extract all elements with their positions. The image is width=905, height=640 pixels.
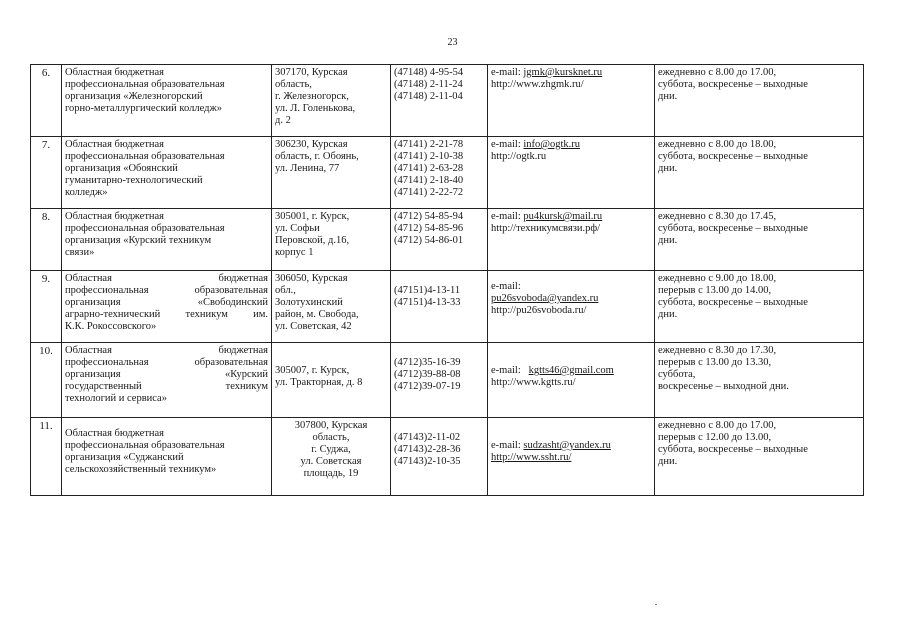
table-row bbox=[31, 418, 864, 496]
email-link[interactable]: info@ogtk.ru bbox=[523, 139, 580, 150]
hours-line: ежедневно с 8.00 до 17.00, bbox=[658, 420, 777, 431]
phone-number: (47141) 2-22-72 bbox=[394, 187, 464, 198]
site-link[interactable]: http://www.ssht.ru/ bbox=[491, 452, 572, 463]
page-number: 23 bbox=[447, 37, 458, 48]
organization-name bbox=[62, 343, 272, 418]
hours-line: перерыв с 12.00 до 13.00, bbox=[658, 432, 772, 443]
phone-number: (47148) 4-95-54 bbox=[394, 67, 464, 78]
org-line: профессиональная образовательная bbox=[65, 223, 225, 234]
phones bbox=[391, 418, 488, 496]
address-line: ул. Ленина, 77 bbox=[275, 163, 340, 174]
org-line: Областная бюджетная bbox=[65, 273, 268, 284]
address bbox=[272, 209, 391, 271]
phone-number: (47143)2-11-02 bbox=[394, 432, 461, 443]
org-line: гуманитарно-технологический bbox=[65, 175, 203, 186]
table-row bbox=[31, 65, 864, 137]
org-line: Областная бюджетная bbox=[65, 345, 268, 356]
site-link[interactable]: http://ogtk.ru bbox=[491, 151, 547, 162]
org-line: профессиональная образовательная bbox=[65, 285, 268, 296]
address-line: 307800, Курская bbox=[294, 420, 368, 431]
row-number: 11. bbox=[31, 418, 62, 496]
phone-number: (47141) 2-21-78 bbox=[394, 139, 464, 150]
org-line: профессиональная образовательная bbox=[65, 79, 225, 90]
address bbox=[272, 65, 391, 137]
org-line: колледж» bbox=[65, 187, 108, 198]
address-line: ул. Тракторная, д. 8 bbox=[275, 377, 363, 388]
address-line: область, г. Обоянь, bbox=[275, 151, 359, 162]
phones bbox=[391, 343, 488, 418]
row-number: 6. bbox=[31, 65, 62, 137]
hours-line: суббота, воскресенье – выходные bbox=[658, 151, 808, 162]
phone-number: (47151)4-13-11 bbox=[394, 285, 461, 296]
hours-line: ежедневно с 8.00 до 18.00, bbox=[658, 139, 777, 150]
table-row bbox=[31, 271, 864, 343]
email-link[interactable]: pu4kursk@mail.ru bbox=[523, 211, 603, 222]
org-line: технологий и сервиса» bbox=[65, 393, 167, 404]
address-line: область, bbox=[275, 79, 312, 90]
address bbox=[272, 343, 391, 418]
hours-line: дни. bbox=[658, 309, 678, 320]
organization-name bbox=[62, 271, 272, 343]
address-line: г. Суджа, bbox=[311, 444, 351, 455]
phone-number: (47141) 2-63-28 bbox=[394, 163, 464, 174]
email-label: e-mail: bbox=[491, 440, 521, 451]
org-line: профессиональная образовательная bbox=[65, 440, 225, 451]
site-link[interactable]: http://www.kgtts.ru/ bbox=[491, 377, 576, 388]
org-line: организация «Суджанский bbox=[65, 452, 184, 463]
hours-line: перерыв с 13.00 до 13.30, bbox=[658, 357, 772, 368]
org-line: аграрно-технический техникум им. bbox=[65, 309, 268, 320]
contacts bbox=[488, 418, 655, 496]
phone-number: (47148) 2-11-04 bbox=[394, 91, 463, 102]
contacts bbox=[488, 271, 655, 343]
phone-number: (4712) 54-85-94 bbox=[394, 211, 464, 222]
org-line: профессиональная образовательная bbox=[65, 357, 268, 368]
phones bbox=[391, 271, 488, 343]
phone-number: (4712)39-88-08 bbox=[394, 369, 461, 380]
address-line: 305001, г. Курск, bbox=[275, 211, 350, 222]
scan-speck bbox=[655, 604, 657, 605]
organization-name bbox=[62, 209, 272, 271]
phone-number: (47141) 2-10-38 bbox=[394, 151, 464, 162]
hours-line: суббота, воскресенье – выходные bbox=[658, 444, 808, 455]
site-link[interactable]: http://pu26svoboda.ru/ bbox=[491, 305, 587, 316]
email-label: e-mail: bbox=[491, 211, 521, 222]
phone-number: (4712)35-16-39 bbox=[394, 357, 461, 368]
org-line: Областная бюджетная bbox=[65, 67, 165, 78]
phone-number: (47143)2-28-36 bbox=[394, 444, 461, 455]
phone-number: (47143)2-10-35 bbox=[394, 456, 461, 467]
site-link[interactable]: http://техникумсвязи.рф/ bbox=[491, 223, 601, 234]
email-label: e-mail: bbox=[491, 67, 521, 78]
working-hours bbox=[655, 418, 864, 496]
email-label: e-mail: bbox=[491, 139, 521, 150]
org-line: организация «Курский bbox=[65, 369, 268, 380]
email-label: e-mail: bbox=[491, 365, 521, 376]
org-line: сельскохозяйственный техникум» bbox=[65, 464, 217, 475]
address-line: Перовской, д.16, bbox=[275, 235, 350, 246]
email-link[interactable]: pu26svoboda@yandex.ru bbox=[491, 293, 599, 304]
address-line: область, bbox=[312, 432, 350, 443]
phone-number: (47151)4-13-33 bbox=[394, 297, 461, 308]
address-line: ул. Л. Голенькова, bbox=[275, 103, 356, 114]
hours-line: суббота, воскресенье – выходные bbox=[658, 79, 808, 90]
email-link[interactable]: sudzasht@yandex.ru bbox=[523, 440, 611, 451]
hours-line: суббота, bbox=[658, 369, 696, 380]
hours-line: дни. bbox=[658, 163, 678, 174]
hours-line: дни. bbox=[658, 235, 678, 246]
hours-line: суббота, воскресенье – выходные bbox=[658, 223, 808, 234]
address-line: 306050, Курская bbox=[275, 273, 348, 284]
hours-line: воскресенье – выходной дни. bbox=[658, 381, 789, 392]
address-line: 305007, г. Курск, bbox=[275, 365, 350, 376]
hours-line: суббота, воскресенье – выходные bbox=[658, 297, 808, 308]
address-line: ул. Советская bbox=[300, 456, 362, 467]
hours-line: ежедневно с 8.30 до 17.45, bbox=[658, 211, 777, 222]
organization-name bbox=[62, 418, 272, 496]
contacts bbox=[488, 65, 655, 137]
org-line: горно-металлургический колледж» bbox=[65, 103, 222, 114]
org-line: Областная бюджетная bbox=[65, 428, 165, 439]
org-line: организация «Обоянский bbox=[65, 163, 178, 174]
contacts bbox=[488, 343, 655, 418]
phones bbox=[391, 137, 488, 209]
working-hours bbox=[655, 271, 864, 343]
organization-name bbox=[62, 65, 272, 137]
hours-line: дни. bbox=[658, 456, 678, 467]
working-hours bbox=[655, 65, 864, 137]
address-line: корпус 1 bbox=[275, 247, 314, 258]
working-hours bbox=[655, 209, 864, 271]
address-line: 306230, Курская bbox=[275, 139, 348, 150]
phone-number: (47141) 2-18-40 bbox=[394, 175, 464, 186]
address-line: Золотухинский bbox=[275, 297, 343, 308]
phone-number: (47148) 2-11-24 bbox=[394, 79, 463, 90]
org-line: государственный техникум bbox=[65, 381, 268, 392]
address-line: 307170, Курская bbox=[275, 67, 348, 78]
org-line: профессиональная образовательная bbox=[65, 151, 225, 162]
address bbox=[272, 271, 391, 343]
address-line: ул. Советская, 42 bbox=[275, 321, 352, 332]
table-row bbox=[31, 209, 864, 271]
email-label: e-mail: bbox=[491, 281, 521, 292]
working-hours bbox=[655, 343, 864, 418]
hours-line: ежедневно с 9.00 до 18.00, bbox=[658, 273, 777, 284]
working-hours bbox=[655, 137, 864, 209]
hours-line: дни. bbox=[658, 91, 678, 102]
address-line: район, м. Свобода, bbox=[275, 309, 359, 320]
phone-number: (4712)39-07-19 bbox=[394, 381, 461, 392]
phones bbox=[391, 65, 488, 137]
phone-number: (4712) 54-85-96 bbox=[394, 223, 464, 234]
address-line: обл., bbox=[275, 285, 296, 296]
institutions-table bbox=[30, 64, 864, 496]
email-link[interactable]: jgmk@kursknet.ru bbox=[523, 67, 603, 78]
hours-line: ежедневно с 8.00 до 17.00, bbox=[658, 67, 777, 78]
address bbox=[272, 137, 391, 209]
phones bbox=[391, 209, 488, 271]
row-number: 8. bbox=[31, 209, 62, 271]
address-line: ул. Софьи bbox=[275, 223, 320, 234]
address bbox=[272, 418, 391, 496]
row-number: 7. bbox=[31, 137, 62, 209]
address-line: г. Железногорск, bbox=[275, 91, 349, 102]
row-number: 10. bbox=[31, 343, 62, 418]
contacts bbox=[488, 209, 655, 271]
row-number: 9. bbox=[31, 271, 62, 343]
hours-line: ежедневно с 8.30 до 17.30, bbox=[658, 345, 777, 356]
table-row bbox=[31, 137, 864, 209]
org-line: Областная бюджетная bbox=[65, 211, 165, 222]
hours-line: перерыв с 13.00 до 14.00, bbox=[658, 285, 772, 296]
phone-number: (4712) 54-86-01 bbox=[394, 235, 464, 246]
email-link[interactable]: kgtts46@gmail.com bbox=[528, 365, 614, 376]
org-line: связи» bbox=[65, 247, 95, 258]
address-line: площадь, 19 bbox=[303, 468, 359, 479]
address-line: д. 2 bbox=[275, 115, 291, 126]
contacts bbox=[488, 137, 655, 209]
org-line: организация «Свободинский bbox=[65, 297, 268, 308]
org-line: организация «Железногорский bbox=[65, 91, 203, 102]
organization-name bbox=[62, 137, 272, 209]
org-line: организация «Курский техникум bbox=[65, 235, 212, 246]
site-link[interactable]: http://www.zhgmk.ru/ bbox=[491, 79, 584, 90]
org-line: Областная бюджетная bbox=[65, 139, 165, 150]
table-row bbox=[31, 343, 864, 418]
org-line: К.К. Рокоссовского» bbox=[65, 321, 157, 332]
